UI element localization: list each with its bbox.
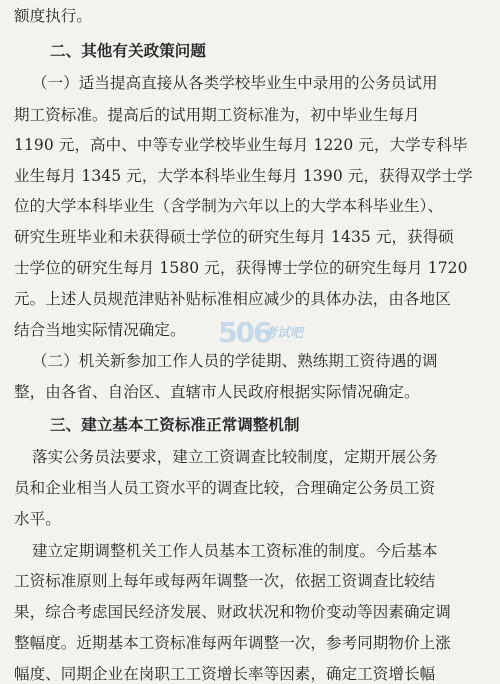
watermark-logo: [218, 314, 338, 354]
paragraph-line: （一）适当提高直接从各类学校毕业生中录用的公务员试用: [32, 74, 438, 92]
paragraph-line: 整，由各省、自治区、直辖市人民政府根据实际情况确定。: [14, 383, 420, 401]
paragraph-line: 业生每月 1345 元，大学本科毕业生每月 1390 元，获得双学士学: [14, 167, 473, 185]
paragraph-line: 期工资标准。提高后的试用期工资标准为，初中毕业生每月: [14, 106, 420, 124]
paragraph-line: 额度执行。: [14, 7, 93, 25]
paragraph-line: 1190 元，高中、中等专业学校毕业生每月 1220 元，大学专科毕: [14, 136, 468, 154]
section-heading: 三、建立基本工资标准正常调整机制: [50, 416, 300, 434]
paragraph-line: 果，综合考虑国民经济发展、财政状况和物价变动等因素确定调: [14, 603, 451, 621]
paragraph-line: 建立定期调整机关工作人员基本工资标准的制度。今后基本: [32, 542, 438, 560]
paragraph-line: 员和企业相当人员工资水平的调查比较，合理确定公务员工资: [14, 479, 436, 497]
paragraph-line: 整幅度。近期基本工资标准每两年调整一次，参考同期物价上涨: [14, 634, 451, 652]
paragraph-line: 水平。: [14, 510, 61, 528]
watermark-text: 考试吧: [264, 326, 304, 341]
paragraph-line: 元。上述人员规范津贴补贴标准相应减少的具体办法，由各地区: [14, 290, 451, 308]
watermark-number: 506: [218, 316, 271, 349]
paragraph-line: 幅度、同期企业在岗职工工资增长率等因素，确定工资增长幅: [14, 665, 436, 683]
paragraph-line: 研究生班毕业和未获得硕士学位的研究生每月 1435 元，获得硕: [14, 228, 454, 246]
paragraph-line: 落实公务员法要求，建立工资调查比较制度，定期开展公务: [32, 448, 438, 466]
paragraph-line: （二）机关新参加工作人员的学徒期、熟练期工资待遇的调: [32, 352, 438, 370]
paragraph-line: 位的大学本科毕业生（含学制为六年以上的大学本科毕业生）、: [14, 197, 444, 215]
paragraph-line: 士学位的研究生每月 1580 元，获得博士学位的研究生每月 1720: [14, 259, 468, 277]
section-heading: 二、其他有关政策问题: [50, 42, 207, 60]
paragraph-line: 工资标准原则上每年或每两年调整一次，依据工资调查比较结: [14, 572, 436, 590]
paragraph-line: 结合当地实际情况确定。: [14, 321, 186, 339]
